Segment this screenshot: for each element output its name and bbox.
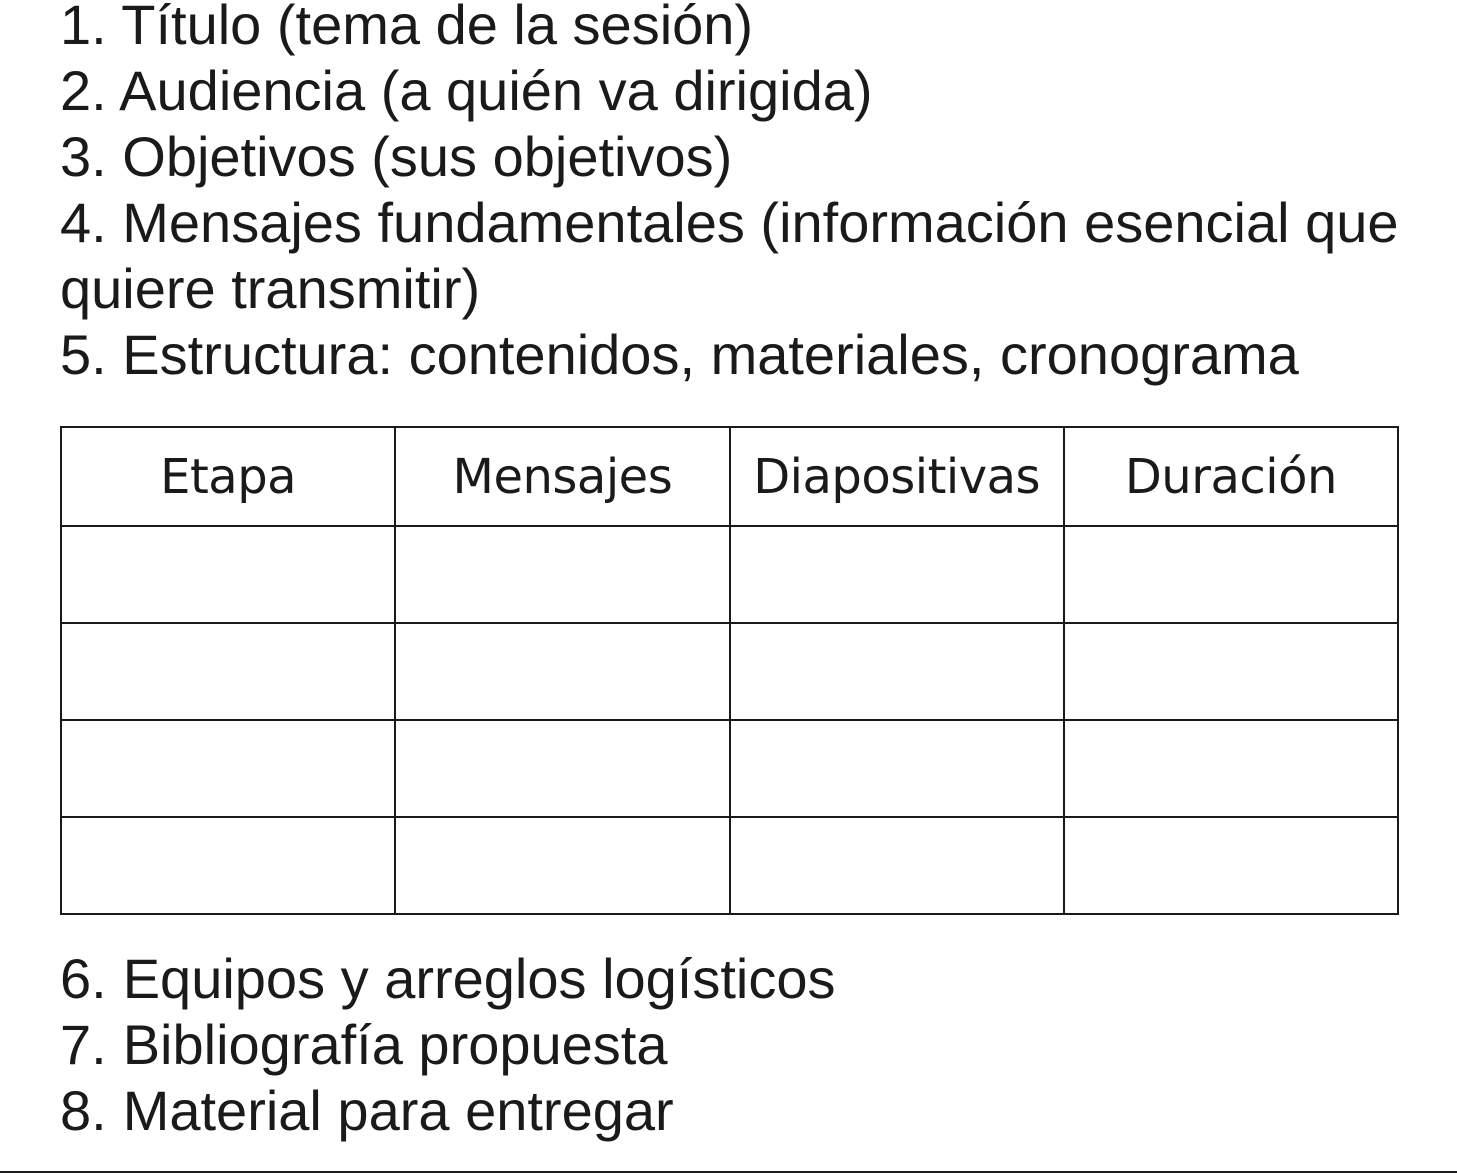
item-text: Mensajes fundamentales (información esencial que quiere transmitir) — [60, 191, 1399, 320]
table-cell — [61, 817, 395, 914]
table-row — [61, 526, 1398, 623]
table-cell — [395, 817, 729, 914]
table-row — [61, 720, 1398, 817]
table-cell — [730, 526, 1064, 623]
column-header-etapa: Etapa — [61, 427, 395, 526]
item-number: 7. — [60, 1013, 107, 1076]
bottom-divider — [0, 1171, 1457, 1173]
outline-item-audience — [60, 58, 1400, 124]
table-cell — [730, 720, 1064, 817]
item-text: Material para entregar — [122, 1079, 674, 1142]
item-number: 6. — [60, 947, 107, 1010]
table-cell — [1064, 623, 1398, 720]
item-number: 4. — [60, 191, 107, 254]
item-number: 3. — [60, 125, 107, 188]
outline-item-structure — [60, 322, 1400, 388]
outline-item-handouts — [60, 1078, 836, 1144]
structure-table — [60, 426, 1399, 915]
item-number: 2. — [60, 59, 107, 122]
item-number: 1. — [60, 0, 107, 56]
table-cell — [1064, 720, 1398, 817]
column-header-duracion: Duración — [1064, 427, 1398, 526]
item-number: 8. — [60, 1079, 107, 1142]
column-header-diapositivas: Diapositivas — [730, 427, 1064, 526]
table-cell — [395, 623, 729, 720]
session-extras-list — [60, 946, 836, 1144]
table-cell — [61, 623, 395, 720]
outline-item-key-messages — [60, 190, 1400, 322]
table-cell — [730, 623, 1064, 720]
outline-item-equipment — [60, 946, 836, 1012]
item-text: Título (tema de la sesión) — [121, 0, 754, 56]
item-text: Estructura: contenidos, materiales, cronograma — [122, 323, 1299, 386]
outline-item-objectives — [60, 124, 1400, 190]
table-cell — [61, 526, 395, 623]
table-row — [61, 817, 1398, 914]
table-cell — [1064, 817, 1398, 914]
table-cell — [1064, 526, 1398, 623]
item-text: Equipos y arreglos logísticos — [122, 947, 836, 1010]
item-number: 5. — [60, 323, 107, 386]
table-row — [61, 623, 1398, 720]
table-cell — [395, 720, 729, 817]
table-header-row — [61, 427, 1398, 526]
outline-item-bibliography — [60, 1012, 836, 1078]
item-text: Audiencia (a quién va dirigida) — [119, 59, 873, 122]
item-text: Bibliografía propuesta — [122, 1013, 668, 1076]
table-cell — [730, 817, 1064, 914]
item-text: Objetivos (sus objetivos) — [122, 125, 733, 188]
outline-item-title — [60, 0, 1400, 58]
table-cell — [395, 526, 729, 623]
table-cell — [61, 720, 395, 817]
column-header-mensajes: Mensajes — [395, 427, 729, 526]
session-outline-list — [60, 0, 1400, 388]
